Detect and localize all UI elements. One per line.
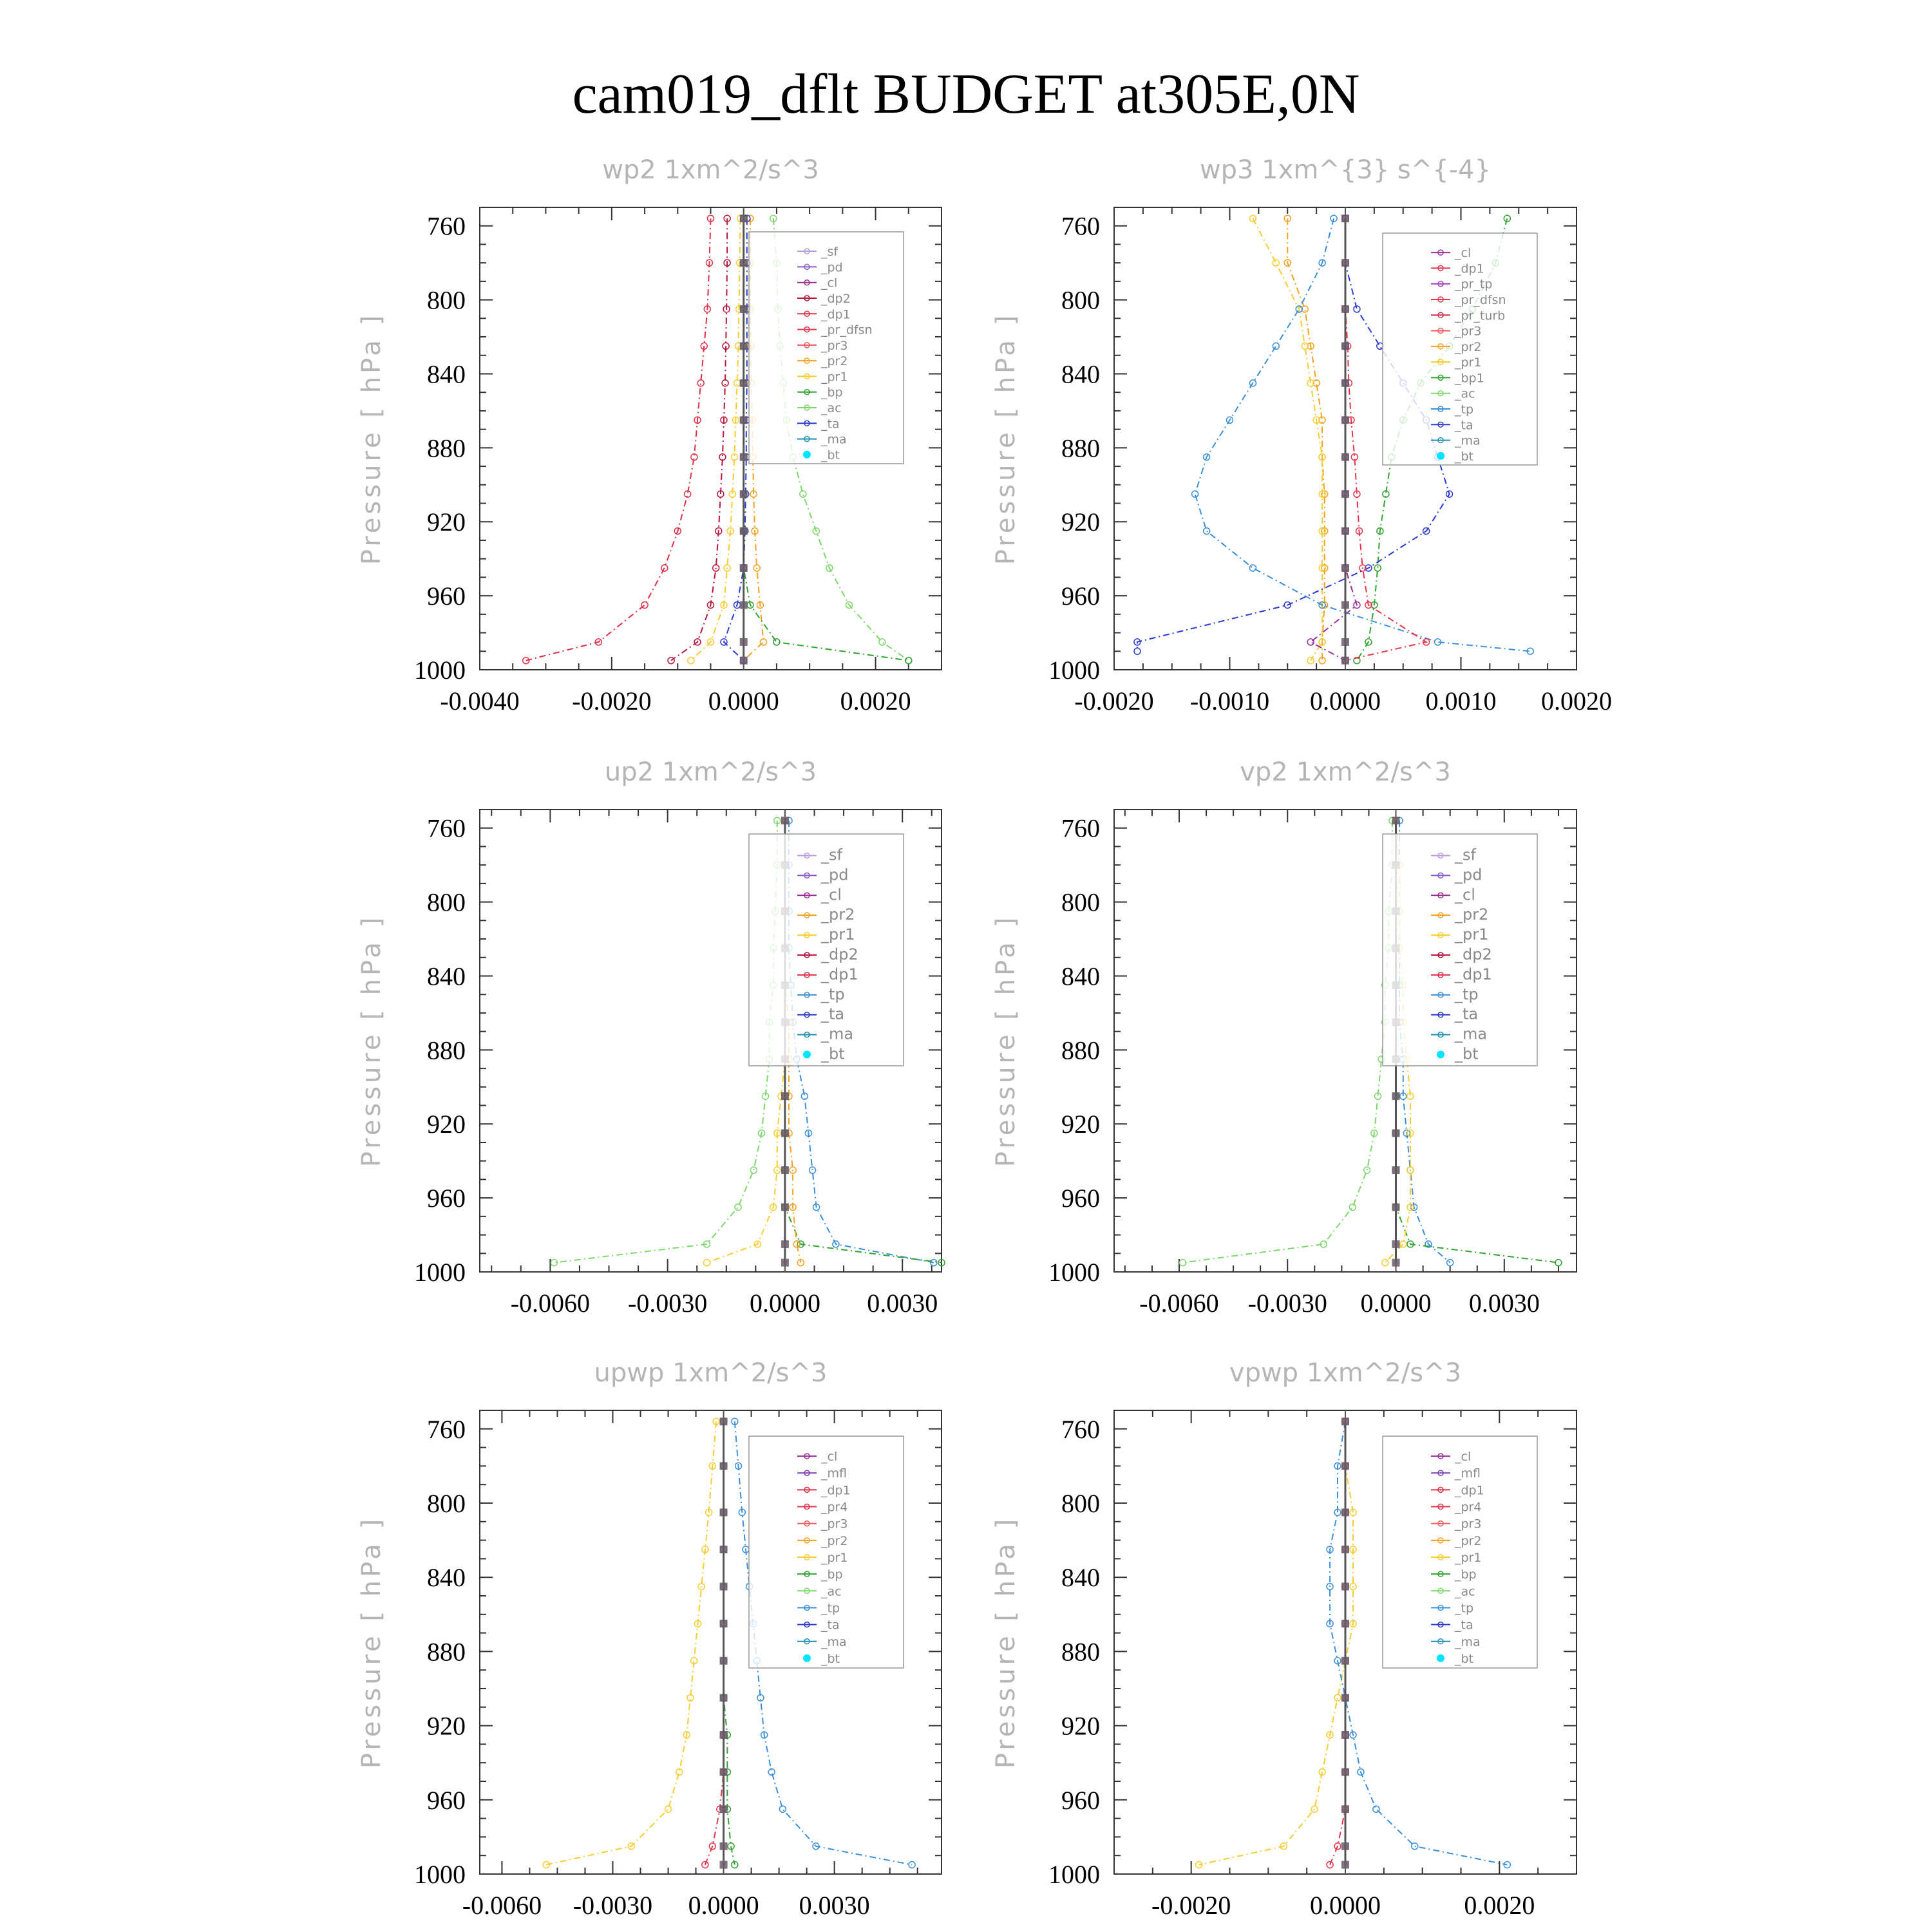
data-point: [1341, 564, 1349, 572]
y-tick-label: 960: [427, 1184, 466, 1213]
data-point: [1341, 214, 1349, 222]
legend-entry: _tp: [1455, 1601, 1474, 1616]
x-tick-label: 0.0000: [1310, 1891, 1381, 1920]
legend-entry: _ma: [1455, 1634, 1481, 1649]
legend-entry: _dp1: [821, 1483, 851, 1498]
legend-entry: _ac: [1455, 386, 1475, 401]
data-point: [1341, 305, 1349, 313]
y-tick-label: 760: [427, 211, 466, 241]
y-tick-label: 880: [1061, 433, 1100, 463]
data-point: [1341, 1462, 1349, 1470]
y-axis-label: Pressure [ hPa ]: [357, 312, 386, 565]
data-point: [740, 564, 748, 572]
data-point: [740, 379, 748, 387]
legend-entry: _dp1: [1455, 1483, 1484, 1498]
y-tick-label: 960: [427, 1785, 466, 1815]
legend-entry: _ac: [821, 401, 842, 415]
data-point: [1341, 1620, 1349, 1627]
legend-entry: _bt: [1455, 449, 1474, 464]
data-point: [720, 1842, 728, 1850]
x-tick-label: -0.0020: [1151, 1891, 1231, 1920]
legend-entry: _mfl: [821, 1466, 847, 1481]
y-tick-label: 1000: [1048, 656, 1100, 685]
data-point: [720, 1462, 728, 1470]
legend-entry: _ta: [1455, 418, 1473, 433]
legend-entry: _mfl: [1455, 1466, 1481, 1481]
y-tick-label: 1000: [414, 656, 466, 685]
legend-entry: _pd: [821, 260, 843, 275]
x-tick-label: 0.0020: [840, 687, 911, 715]
legend-entry: _sf: [1455, 846, 1476, 864]
legend-entry: _ta: [821, 417, 840, 431]
legend-entry: _ma: [821, 432, 847, 447]
y-tick-label: 760: [1061, 1414, 1100, 1444]
legend-entry: _bp: [821, 1567, 843, 1582]
x-tick-label: -0.0030: [627, 1289, 708, 1318]
y-tick-label: 760: [1061, 813, 1100, 843]
legend-entry: _cl: [1455, 1450, 1472, 1464]
data-point: [1341, 657, 1349, 665]
y-tick-label: 880: [1061, 1637, 1100, 1667]
legend-entry: _tp: [1455, 402, 1474, 417]
legend-entry: _dp2: [1455, 945, 1492, 963]
legend-entry: _ta: [821, 1618, 840, 1633]
data-point: [740, 214, 748, 222]
x-tick-label: 0.0030: [867, 1289, 938, 1318]
legend-entry: _bt: [1455, 1651, 1474, 1666]
legend-entry: _pd: [821, 866, 849, 884]
data-point: [1341, 1861, 1349, 1869]
legend-entry: _ac: [1455, 1584, 1475, 1599]
data-point: [781, 1092, 789, 1100]
data-point: [1341, 1731, 1349, 1739]
x-tick-label: -0.0010: [1189, 687, 1270, 715]
y-tick-label: 800: [1061, 1489, 1100, 1518]
legend-entry: _pr1: [1455, 1551, 1482, 1565]
data-point: [1341, 1842, 1349, 1850]
data-point: [740, 416, 748, 424]
data-point: [720, 1583, 728, 1591]
legend-entry: _pr2: [821, 905, 855, 924]
x-tick-label: 0.0020: [1464, 1891, 1535, 1920]
x-tick-label: -0.0060: [1139, 1289, 1219, 1318]
data-point: [740, 305, 748, 313]
legend-entry: _dp2: [821, 292, 851, 306]
legend-entry: _tp: [821, 985, 845, 1003]
data-point: [1392, 1240, 1400, 1248]
x-tick-label: 0.0030: [799, 1891, 870, 1920]
y-tick-label: 880: [427, 1637, 466, 1667]
x-tick-label: -0.0030: [573, 1891, 653, 1920]
data-point: [1341, 1583, 1349, 1591]
y-tick-label: 840: [1061, 1563, 1100, 1593]
y-axis-label: Pressure [ hPa ]: [991, 914, 1021, 1168]
legend-entry: _dp2: [821, 945, 858, 963]
x-tick-label: 0.0010: [1425, 687, 1497, 715]
legend-entry: _pr_tp: [1455, 277, 1493, 292]
data-point: [740, 638, 748, 646]
legend-entry: _pr_turb: [1455, 308, 1506, 323]
legend-entry: _pr2: [821, 1533, 848, 1548]
legend-entry: _bp1: [1455, 371, 1484, 386]
data-point: [1341, 638, 1349, 646]
legend-entry: _pr3: [821, 338, 848, 353]
legend-entry: _bp: [821, 385, 843, 400]
data-point: [1341, 379, 1349, 387]
legend-entry: _pr3: [1455, 1517, 1482, 1531]
data-point: [740, 657, 748, 665]
data-point: [1341, 601, 1349, 609]
legend-entry: _pr1: [821, 370, 848, 384]
x-tick-label: -0.0060: [510, 1289, 591, 1318]
y-tick-label: 880: [1061, 1036, 1100, 1065]
legend-entry: _pr1: [1455, 355, 1482, 370]
data-point: [720, 1657, 728, 1665]
data-point: [720, 1861, 728, 1869]
y-tick-label: 760: [1061, 211, 1100, 241]
data-point: [720, 1731, 728, 1739]
y-tick-label: 800: [1061, 285, 1100, 315]
x-tick-label: -0.0030: [1247, 1289, 1327, 1318]
data-point: [1341, 1657, 1349, 1665]
legend-entry: _ta: [821, 1005, 845, 1023]
y-tick-label: 920: [1061, 1711, 1100, 1741]
legend-entry: _dp1: [821, 307, 851, 322]
x-tick-label: 0.0000: [688, 1891, 759, 1920]
x-tick-label: -0.0020: [1074, 687, 1154, 715]
legend-entry: _ac: [821, 1584, 842, 1599]
data-point: [1341, 259, 1349, 267]
legend-entry: _ma: [1455, 1025, 1488, 1043]
data-point: [781, 817, 789, 824]
data-point: [1341, 1805, 1349, 1813]
y-tick-label: 760: [427, 1414, 466, 1444]
data-point: [1392, 1203, 1400, 1211]
data-point: [781, 1240, 789, 1248]
legend-entry: _pr4: [1455, 1500, 1482, 1515]
data-point: [781, 1259, 789, 1267]
y-tick-label: 1000: [414, 1860, 466, 1889]
legend-entry: _cl: [1455, 886, 1475, 904]
y-axis-label: Pressure [ hPa ]: [991, 1515, 1021, 1769]
data-point: [1392, 1092, 1400, 1100]
y-tick-label: 1000: [414, 1258, 466, 1287]
data-point: [1341, 490, 1349, 498]
x-tick-label: 0.0000: [1310, 687, 1381, 715]
y-tick-label: 800: [427, 1489, 466, 1518]
data-point: [781, 1130, 789, 1137]
legend-marker: [1437, 1051, 1444, 1059]
x-tick-label: -0.0060: [462, 1891, 542, 1920]
data-point: [1341, 1694, 1349, 1701]
x-tick-label: -0.0040: [440, 687, 520, 715]
x-tick-label: 0.0000: [749, 1289, 820, 1318]
legend-entry: _pr2: [1455, 905, 1489, 924]
x-tick-label: 0.0020: [1541, 687, 1612, 715]
data-point: [1341, 1546, 1349, 1553]
y-tick-label: 840: [427, 961, 466, 991]
legend-entry: _ma: [821, 1025, 854, 1043]
y-axis-label: Pressure [ hPa ]: [357, 1515, 386, 1769]
y-tick-label: 800: [1061, 887, 1100, 917]
legend-marker: [803, 1654, 811, 1662]
data-point: [720, 1508, 728, 1516]
legend-entry: _pr2: [1455, 339, 1482, 354]
legend-entry: _cl: [821, 886, 842, 904]
y-tick-label: 960: [1061, 1184, 1100, 1213]
legend-marker: [803, 1051, 811, 1059]
data-point: [740, 490, 748, 498]
legend-entry: _pr1: [821, 925, 855, 944]
data-point: [740, 527, 748, 535]
y-tick-label: 880: [427, 433, 466, 463]
panel-title: wp3 1xm^{3} s^{-4}: [1199, 155, 1492, 185]
legend-entry: _cl: [1455, 246, 1472, 261]
y-tick-label: 920: [427, 1711, 466, 1741]
y-axis-label: Pressure [ hPa ]: [357, 914, 386, 1168]
legend-entry: _dp1: [821, 965, 858, 983]
y-tick-label: 880: [427, 1036, 466, 1065]
legend-entry: _pr3: [821, 1517, 848, 1531]
data-point: [720, 1620, 728, 1627]
legend-entry: _pr3: [1455, 324, 1482, 339]
legend-marker: [1437, 452, 1444, 460]
x-tick-label: 0.0000: [1360, 1289, 1432, 1318]
legend-entry: _dp1: [1455, 965, 1492, 983]
y-tick-label: 840: [1061, 359, 1100, 389]
panel-title: upwp 1xm^2/s^3: [594, 1358, 828, 1388]
data-point: [1341, 1508, 1349, 1516]
x-tick-label: -0.0020: [572, 687, 652, 715]
data-point: [781, 1203, 789, 1211]
panel-title: vp2 1xm^2/s^3: [1240, 757, 1451, 787]
data-point: [1392, 1166, 1400, 1174]
data-point: [781, 1166, 789, 1174]
data-point: [720, 1768, 728, 1776]
legend-entry: _pr_dfsn: [821, 323, 873, 337]
data-point: [1392, 1259, 1400, 1267]
legend-entry: _cl: [821, 276, 838, 290]
y-tick-label: 1000: [1048, 1258, 1100, 1287]
x-tick-label: 0.0000: [708, 687, 779, 715]
y-tick-label: 840: [427, 1563, 466, 1593]
legend-entry: _tp: [821, 1601, 840, 1616]
data-point: [720, 1805, 728, 1813]
data-point: [1341, 1417, 1349, 1425]
data-point: [720, 1546, 728, 1553]
data-point: [740, 342, 748, 350]
legend-entry: _ta: [1455, 1005, 1479, 1023]
legend-entry: _ma: [1455, 433, 1481, 448]
data-point: [1341, 527, 1349, 535]
legend-entry: _tp: [1455, 985, 1479, 1003]
legend-entry: _pr1: [1455, 925, 1489, 944]
data-point: [1341, 1768, 1349, 1776]
legend-entry: _bt: [821, 1651, 840, 1666]
legend-entry: _pr_dfsn: [1455, 293, 1506, 307]
y-tick-label: 760: [427, 813, 466, 843]
legend-entry: _pr2: [1455, 1533, 1482, 1548]
y-tick-label: 920: [1061, 507, 1100, 537]
y-tick-label: 960: [1061, 582, 1100, 611]
legend-entry: _ta: [1455, 1618, 1473, 1633]
y-tick-label: 800: [427, 285, 466, 315]
legend-marker: [1437, 1654, 1444, 1662]
y-tick-label: 920: [1061, 1110, 1100, 1139]
legend-entry: _sf: [821, 846, 842, 864]
y-tick-label: 840: [427, 359, 466, 389]
data-point: [1341, 453, 1349, 461]
legend-entry: _pr1: [821, 1551, 848, 1565]
legend-entry: _pr4: [821, 1500, 848, 1515]
legend-entry: _bp: [1455, 1567, 1477, 1582]
legend-entry: _ma: [821, 1634, 847, 1649]
y-tick-label: 960: [427, 582, 466, 611]
legend-entry: _bt: [821, 1045, 845, 1063]
y-tick-label: 960: [1061, 1785, 1100, 1815]
legend-entry: _pd: [1455, 866, 1482, 884]
data-point: [720, 1417, 728, 1425]
panel-title: up2 1xm^2/s^3: [604, 757, 817, 787]
x-tick-label: 0.0030: [1468, 1289, 1540, 1318]
legend-entry: _sf: [821, 245, 838, 260]
data-point: [1341, 342, 1349, 350]
y-tick-label: 800: [427, 887, 466, 917]
data-point: [1341, 416, 1349, 424]
y-tick-label: 920: [427, 507, 466, 537]
data-point: [740, 259, 748, 267]
y-tick-label: 840: [1061, 961, 1100, 991]
panel-title: wp2 1xm^2/s^3: [602, 155, 819, 185]
legend-entry: _dp1: [1455, 261, 1484, 276]
y-tick-label: 920: [427, 1110, 466, 1139]
y-axis-label: Pressure [ hPa ]: [991, 312, 1021, 565]
legend-entry: _bt: [1455, 1045, 1479, 1063]
data-point: [1392, 817, 1400, 824]
legend-entry: _cl: [821, 1450, 838, 1464]
data-point: [740, 453, 748, 461]
figure-title: cam019_dflt BUDGET at305E,0N: [572, 63, 1360, 126]
legend-entry: _bt: [821, 448, 840, 462]
panel-title: vpwp 1xm^2/s^3: [1229, 1358, 1462, 1388]
legend-marker: [803, 451, 811, 459]
data-point: [1392, 1130, 1400, 1137]
data-point: [720, 1694, 728, 1701]
y-tick-label: 1000: [1048, 1860, 1100, 1889]
data-point: [740, 601, 748, 609]
legend-entry: _pr2: [821, 354, 848, 369]
